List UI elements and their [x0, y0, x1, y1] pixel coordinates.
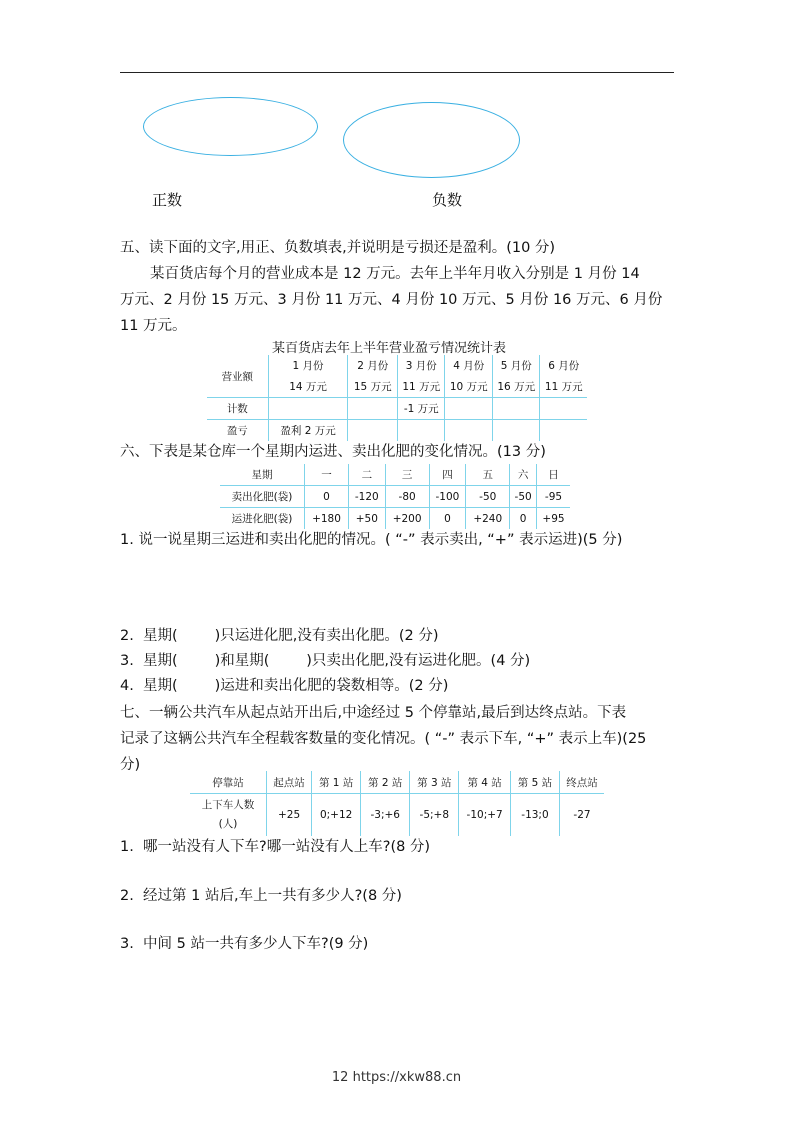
- q5-revenue-cell: 11 万元: [540, 376, 587, 398]
- q5-profit-cell: 盈利 2 万元: [268, 420, 348, 442]
- q7-stop-cell: 第 5 站: [510, 771, 559, 794]
- q5-table-title: 某百货店去年上半年营业盈亏情况统计表: [272, 341, 507, 356]
- q7-people-cell: +25: [267, 794, 312, 837]
- q6-day-cell: 日: [537, 464, 570, 486]
- q7-stop-header: 停靠站: [190, 771, 267, 794]
- q7-question-3: 3. 中间 5 站一共有多少人下车?(9 分): [120, 936, 369, 952]
- q5-month-cell: 6 月份: [540, 355, 587, 376]
- q6-in-header: 运进化肥(袋): [220, 508, 305, 530]
- q5-profit-cell: [540, 420, 587, 442]
- q5-revenue-cell: 11 万元: [397, 376, 445, 398]
- q5-month-cell: 1 月份: [268, 355, 348, 376]
- q7-stop-cell: 终点站: [560, 771, 604, 794]
- q6-question-4: 4. 星期( )运进和卖出化肥的袋数相等。(2 分): [120, 678, 449, 694]
- q5-heading: 五、读下面的文字,用正、负数填表,并说明是亏损还是盈利。(10 分): [120, 240, 556, 256]
- q5-paragraph-line-2: 万元、2 月份 15 万元、3 月份 11 万元、4 月份 10 万元、5 月份 16 万元、6 月份: [120, 292, 663, 308]
- q6-sold-cell: -50: [510, 486, 537, 508]
- q6-sold-header: 卖出化肥(袋): [220, 486, 305, 508]
- q7-heading-line-3: 分): [120, 757, 141, 773]
- q6-fertilizer-table: [220, 464, 570, 529]
- q6-day-cell: 五: [466, 464, 510, 486]
- q6-day-cell: 三: [385, 464, 429, 486]
- q6-day-cell: 四: [429, 464, 466, 486]
- q7-people-cell: -27: [560, 794, 604, 837]
- q6-days-header: 星期: [220, 464, 305, 486]
- negative-set-ellipse: [343, 102, 520, 178]
- q6-in-cell: 0: [510, 508, 537, 530]
- q7-stop-cell: 第 3 站: [410, 771, 459, 794]
- q5-count-cell: [268, 398, 348, 420]
- positive-set-ellipse: [143, 97, 318, 156]
- q6-day-cell: 二: [349, 464, 386, 486]
- q5-month-cell: 2 月份: [348, 355, 398, 376]
- q7-question-1: 1. 哪一站没有人下车?哪一站没有人上车?(8 分): [120, 839, 431, 855]
- q6-question-2: 2. 星期( )只运进化肥,没有卖出化肥。(2 分): [120, 628, 439, 644]
- q5-count-cell: [348, 398, 398, 420]
- q5-revenue-cell: 15 万元: [348, 376, 398, 398]
- q5-count-cell: [540, 398, 587, 420]
- q7-stop-cell: 第 1 站: [312, 771, 361, 794]
- q5-revenue-cell: 16 万元: [492, 376, 540, 398]
- q6-sold-cell: -50: [466, 486, 510, 508]
- q7-people-header-line-1: 上下车人数: [201, 799, 255, 811]
- q7-people-cell: -13;0: [510, 794, 559, 837]
- q5-paragraph-line-3: 11 万元。: [120, 318, 187, 334]
- q6-day-cell: 一: [305, 464, 349, 486]
- q5-profit-cell: [397, 420, 445, 442]
- q7-people-header: [190, 794, 267, 837]
- q7-heading: [120, 700, 680, 778]
- q7-bus-table: [190, 771, 604, 836]
- q5-count-cell: [492, 398, 540, 420]
- q7-stop-cell: 第 4 站: [459, 771, 511, 794]
- q5-revenue-cell: 10 万元: [445, 376, 493, 398]
- q7-question-2: 2. 经过第 1 站后,车上一共有多少人?(8 分): [120, 888, 402, 904]
- positive-label: 正数: [152, 191, 183, 209]
- q5-profit-cell: [348, 420, 398, 442]
- q7-heading-line-2: 记录了这辆公共汽车全程载客数量的变化情况。( “-” 表示下车, “+” 表示上车)(25: [120, 731, 647, 747]
- q7-stop-cell: 起点站: [267, 771, 312, 794]
- q5-paragraph-line-1: 某百货店每个月的营业成本是 12 万元。去年上半年月收入分别是 1 月份 14: [150, 266, 640, 282]
- page-footer: 12 https://xkw88.cn: [331, 1070, 462, 1085]
- q6-sold-cell: -100: [429, 486, 466, 508]
- top-rule: [120, 72, 674, 73]
- q6-in-cell: +95: [537, 508, 570, 530]
- q5-count-cell: -1 万元: [397, 398, 445, 420]
- q5-revenue-header: 营业额: [207, 355, 268, 398]
- q6-in-cell: +180: [305, 508, 349, 530]
- q7-people-cell: -3;+6: [361, 794, 410, 837]
- q6-in-cell: 0: [429, 508, 466, 530]
- q5-profit-cell: [492, 420, 540, 442]
- q5-month-cell: 4 月份: [445, 355, 493, 376]
- q7-people-cell: 0;+12: [312, 794, 361, 837]
- q6-sold-cell: -120: [349, 486, 386, 508]
- q6-sold-cell: -80: [385, 486, 429, 508]
- q5-profit-cell: [445, 420, 493, 442]
- q6-in-cell: +50: [349, 508, 386, 530]
- q7-people-header-line-2: (人): [218, 818, 238, 830]
- q7-heading-line-1: 七、一辆公共汽车从起点站开出后,中途经过 5 个停靠站,最后到达终点站。下表: [120, 705, 627, 721]
- q5-paragraph: [120, 261, 680, 339]
- q5-month-cell: 5 月份: [492, 355, 540, 376]
- q5-profit-table: [207, 355, 587, 441]
- q5-count-header: 计数: [207, 398, 268, 420]
- negative-label: 负数: [432, 191, 463, 209]
- q6-question-3: 3. 星期( )和星期( )只卖出化肥,没有运进化肥。(4 分): [120, 653, 531, 669]
- q5-revenue-cell: 14 万元: [268, 376, 348, 398]
- q6-sold-cell: 0: [305, 486, 349, 508]
- q6-sold-cell: -95: [537, 486, 570, 508]
- q7-people-cell: -5;+8: [410, 794, 459, 837]
- q5-profit-header: 盈亏: [207, 420, 268, 442]
- q6-question-1: 1. 说一说星期三运进和卖出化肥的情况。( “-” 表示卖出, “+” 表示运进)(5 分): [120, 532, 623, 548]
- q7-people-cell: -10;+7: [459, 794, 511, 837]
- q6-day-cell: 六: [510, 464, 537, 486]
- q7-stop-cell: 第 2 站: [361, 771, 410, 794]
- q6-in-cell: +200: [385, 508, 429, 530]
- q6-in-cell: +240: [466, 508, 510, 530]
- q6-heading: 六、下表是某仓库一个星期内运进、卖出化肥的变化情况。(13 分): [120, 444, 546, 460]
- q5-month-cell: 3 月份: [397, 355, 445, 376]
- q5-count-cell: [445, 398, 493, 420]
